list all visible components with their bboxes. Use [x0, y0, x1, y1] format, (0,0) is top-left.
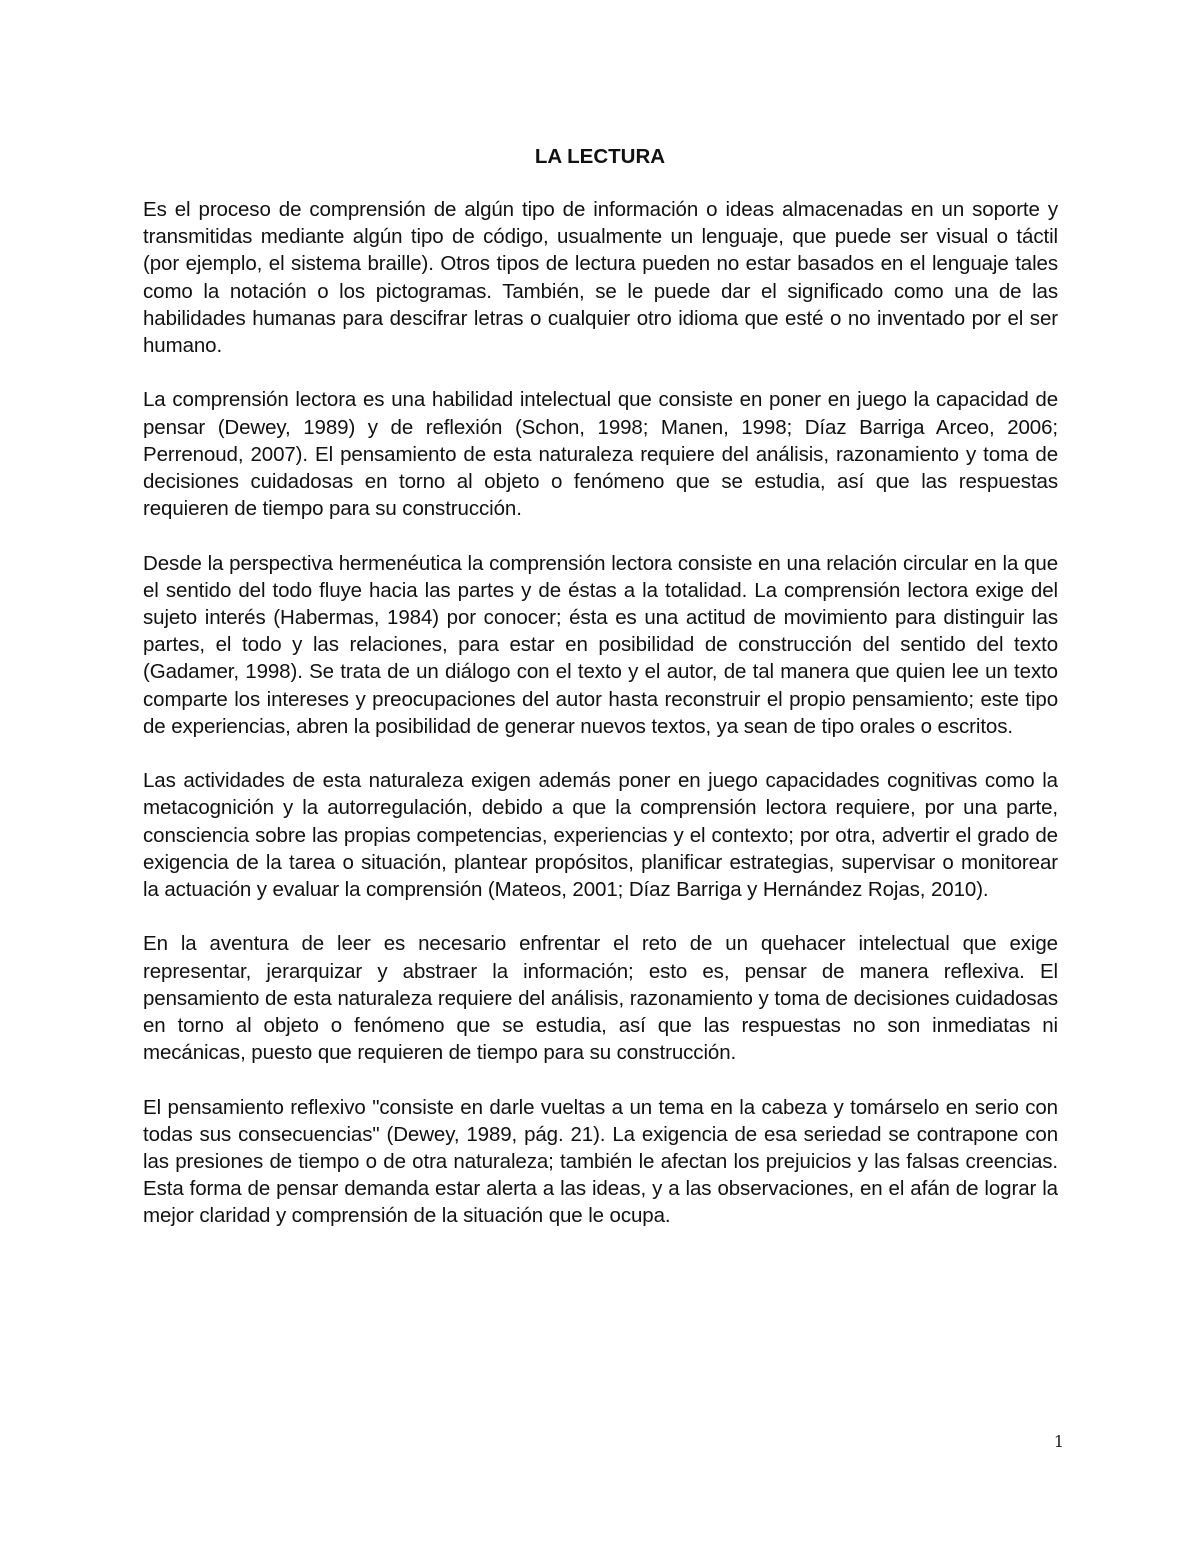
- document-title: LA LECTURA: [534, 145, 666, 168]
- paragraph: La comprensión lectora es una habilidad intelectual que consiste en poner en juego la capacidad de pensar (Dewey, 1989) y de reflexión (Schon, 1998; Manen, 1998; Díaz Barriga Arceo, 2006; Perrenoud, 2007). El pensamiento de esta naturaleza requiere del análisis, razonamiento y toma de decisiones cuidadosas en torno al objeto o fenómeno que se estudia, así que las respuestas requieren de tiempo para su construcción.: [143, 388, 1058, 521]
- document-body: [143, 196, 1058, 1257]
- paragraph: Es el proceso de comprensión de algún tipo de información o ideas almacenadas en un soporte y transmitidas mediante algún tipo de código, usualmente un lenguaje, que puede ser visual o táctil (por ejemplo, el sistema braille). Otros tipos de lectura pueden no estar basados en el lenguaje tales como la notación o los pictogramas. También, se le puede dar el significado como una de las habilidades humanas para descifrar letras o cualquier otro idioma que esté o no inventado por el ser humano.: [143, 198, 1058, 358]
- paragraph: El pensamiento reflexivo "consiste en darle vueltas a un tema en la cabeza y tomárselo en serio con todas sus consecuencias" (Dewey, 1989, pág. 21). La exigencia de esa seriedad se contrapone con las presiones de tiempo o de otra naturaleza; también le afectan los prejuicios y las falsas creencias. Esta forma de pensar demanda estar alerta a las ideas, y a las observaciones, en el afán de lograr la mejor claridad y comprensión de la situación que le ocupa.: [143, 1095, 1058, 1228]
- paragraph: Las actividades de esta naturaleza exigen además poner en juego capacidades cognitivas como la metacognición y la autorregulación, debido a que la comprensión lectora requiere, por una parte, consciencia sobre las propias competencias, experiencias y el contexto; por otra, advertir el grado de exigencia de la tarea o situación, plantear propósitos, planificar estrategias, supervisar o monitorear la actuación y evaluar la comprensión (Mateos, 2001; Díaz Barriga y Hernández Rojas, 2010).: [143, 769, 1058, 902]
- paragraph: En la aventura de leer es necesario enfrentar el reto de un quehacer intelectual que exige representar, jerarquizar y abstraer la información; esto es, pensar de manera reflexiva. El pensamiento de esta naturaleza requiere del análisis, razonamiento y toma de decisiones cuidadosas en torno al objeto o fenómeno que se estudia, así que las respuestas no son inmediatas ni mecánicas, puesto que requieren de tiempo para su construcción.: [143, 932, 1058, 1065]
- page-number: 1: [1053, 1432, 1064, 1451]
- paragraph: Desde la perspectiva hermenéutica la comprensión lectora consiste en una relación circular en la que el sentido del todo fluye hacia las partes y de éstas a la totalidad. La comprensión lectora exige del sujeto interés (Habermas, 1984) por conocer; ésta es una actitud de movimiento para distinguir las partes, el todo y las relaciones, para estar en posibilidad de construcción del sentido del texto (Gadamer, 1998). Se trata de un diálogo con el texto y el autor, de tal manera que quien lee un texto comparte los intereses y preocupaciones del autor hasta reconstruir el propio pensamiento; este tipo de experiencias, abren la posibilidad de generar nuevos textos, ya sean de tipo orales o escritos.: [143, 551, 1058, 738]
